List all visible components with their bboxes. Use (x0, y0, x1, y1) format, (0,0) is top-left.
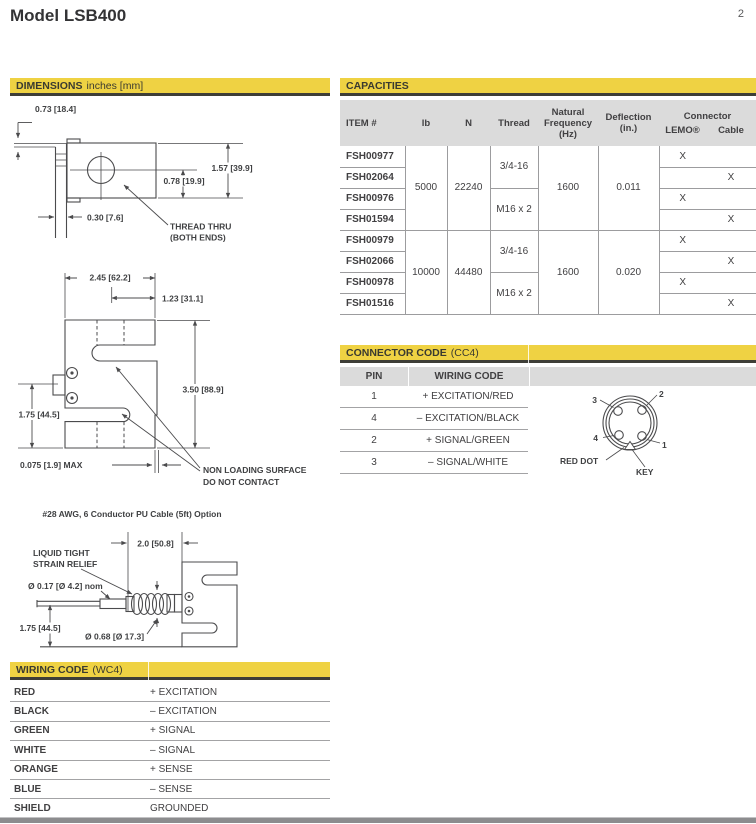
page-title: Model LSB400 (10, 6, 127, 25)
capacity-row: FSH00977 5000 22240 3/4-16 1600 0.011 X (340, 146, 756, 167)
header-divider (528, 345, 529, 363)
note-liquid-tight-2: STRAIN RELIEF (33, 559, 98, 569)
col-item: ITEM # (340, 100, 405, 146)
capacities-header-row (340, 100, 756, 146)
col-lemo: LEMO® (665, 124, 700, 136)
wiring-code-row: BLACK – EXCITATION (10, 702, 330, 721)
connector-code-row: 1 + EXCITATION/RED (340, 386, 528, 408)
wiring-code-row: BLUE – SENSE (10, 780, 330, 799)
cable-option-drawing (0, 503, 330, 658)
capacities-section-header (340, 78, 756, 96)
wiring-code-section-header (10, 662, 330, 680)
connector-code-header-label: CONNECTOR CODE (346, 346, 447, 359)
connector-code-row: 4 – EXCITATION/BLACK (340, 408, 528, 430)
page-footer-rule (0, 817, 756, 823)
connector-code-table (340, 386, 528, 474)
wiring-code-row: WHITE – SIGNAL (10, 741, 330, 760)
connector-code-row: 3 – SIGNAL/WHITE (340, 452, 528, 474)
pin-label-2: 2 (659, 389, 664, 399)
note-non-loading-2: DO NOT CONTACT (203, 477, 280, 487)
page-number: 2 (737, 8, 744, 20)
note-liquid-tight-1: LIQUID TIGHT (33, 548, 90, 558)
front-view-drawing (0, 245, 330, 489)
connector-code-row: 2 + SIGNAL/GREEN (340, 430, 528, 452)
cable-option-title: #28 AWG, 6 Conductor PU Cable (5ft) Option (42, 509, 222, 519)
dim-label-body-height: 3.50 [88.9] (182, 384, 224, 395)
dim-label-relief-dia: Ø 0.68 [Ø 17.3] (85, 631, 145, 642)
col-n: N (447, 100, 490, 146)
capacity-row: FSH00976 M16 x 2 X (340, 188, 756, 209)
capacities-table (340, 100, 756, 315)
pin-label-4: 4 (593, 433, 598, 443)
dim-label-cable-dia: Ø 0.17 [Ø 4.2] nom (28, 581, 103, 591)
dim-label-plate: 0.30 [7.6] (87, 212, 124, 223)
connector-code-section-header (340, 345, 756, 363)
note-non-loading-1: NON LOADING SURFACE (203, 465, 307, 475)
capacity-row: FSH00978 M16 x 2 X (340, 272, 756, 293)
col-wiring-code: WIRING CODE (408, 367, 529, 386)
dim-label-cable-length: 2.0 [50.8] (137, 538, 174, 549)
capacity-row: FSH02064 X (340, 167, 756, 188)
connector-pinout-diagram (550, 383, 750, 488)
dimensions-header-units: inches [mm] (86, 79, 144, 92)
note-thread-thru-2: (BOTH ENDS) (170, 232, 226, 243)
wiring-code-row: SHIELD GROUNDED (10, 799, 330, 818)
capacity-row: FSH02066 X (340, 251, 756, 272)
wiring-code-row: GREEN + SIGNAL (10, 722, 330, 741)
key-label: KEY (636, 467, 654, 477)
wiring-code-header-suffix: (WC4) (92, 663, 123, 676)
red-dot-label: RED DOT (560, 456, 599, 466)
dim-label-gap: 0.075 [1.9] MAX (20, 460, 83, 470)
pin-label-1: 1 (662, 440, 667, 450)
dim-label-width: 1.57 [39.9] (211, 163, 253, 173)
col-deflection: Deflection (in.) (598, 100, 659, 146)
note-thread-thru-1: THREAD THRU (170, 221, 232, 232)
dimensions-header-label: DIMENSIONS (16, 79, 83, 92)
capacity-row: FSH00979 10000 44480 3/4-16 1600 0.020 X (340, 230, 756, 251)
col-connector: Connector LEMO® Cable (659, 100, 756, 146)
wiring-code-row: ORANGE + SENSE (10, 761, 330, 780)
top-view-drawing (10, 100, 330, 246)
dim-label-tab-height: 0.73 [18.4] (35, 104, 77, 114)
dim-label-half-height: 1.75 [44.5] (18, 409, 60, 420)
capacity-row: FSH01594 X (340, 209, 756, 230)
col-thread: Thread (490, 100, 538, 146)
dim-label-half: 0.78 [19.9] (163, 176, 205, 186)
dim-label-centerline-height: 1.75 [44.5] (19, 623, 61, 633)
col-pin: PIN (365, 371, 383, 382)
capacity-row: FSH01516 X (340, 293, 756, 314)
connector-code-header-suffix: (CC4) (450, 346, 479, 359)
header-divider (148, 662, 149, 680)
col-cable: Cable (718, 124, 744, 136)
dim-label-half-width: 1.23 [31.1] (162, 293, 204, 304)
wiring-code-header-label: WIRING CODE (16, 663, 89, 676)
col-lb: lb (405, 100, 447, 146)
capacities-header-label: CAPACITIES (346, 79, 409, 92)
dim-label-body-width: 2.45 [62.2] (89, 272, 131, 283)
dimensions-section-header (10, 78, 330, 96)
col-natural-frequency: Natural Frequency (Hz) (538, 100, 598, 146)
pin-label-3: 3 (592, 395, 597, 405)
wiring-code-table (10, 683, 330, 819)
wiring-code-row: RED + EXCITATION (10, 683, 330, 702)
